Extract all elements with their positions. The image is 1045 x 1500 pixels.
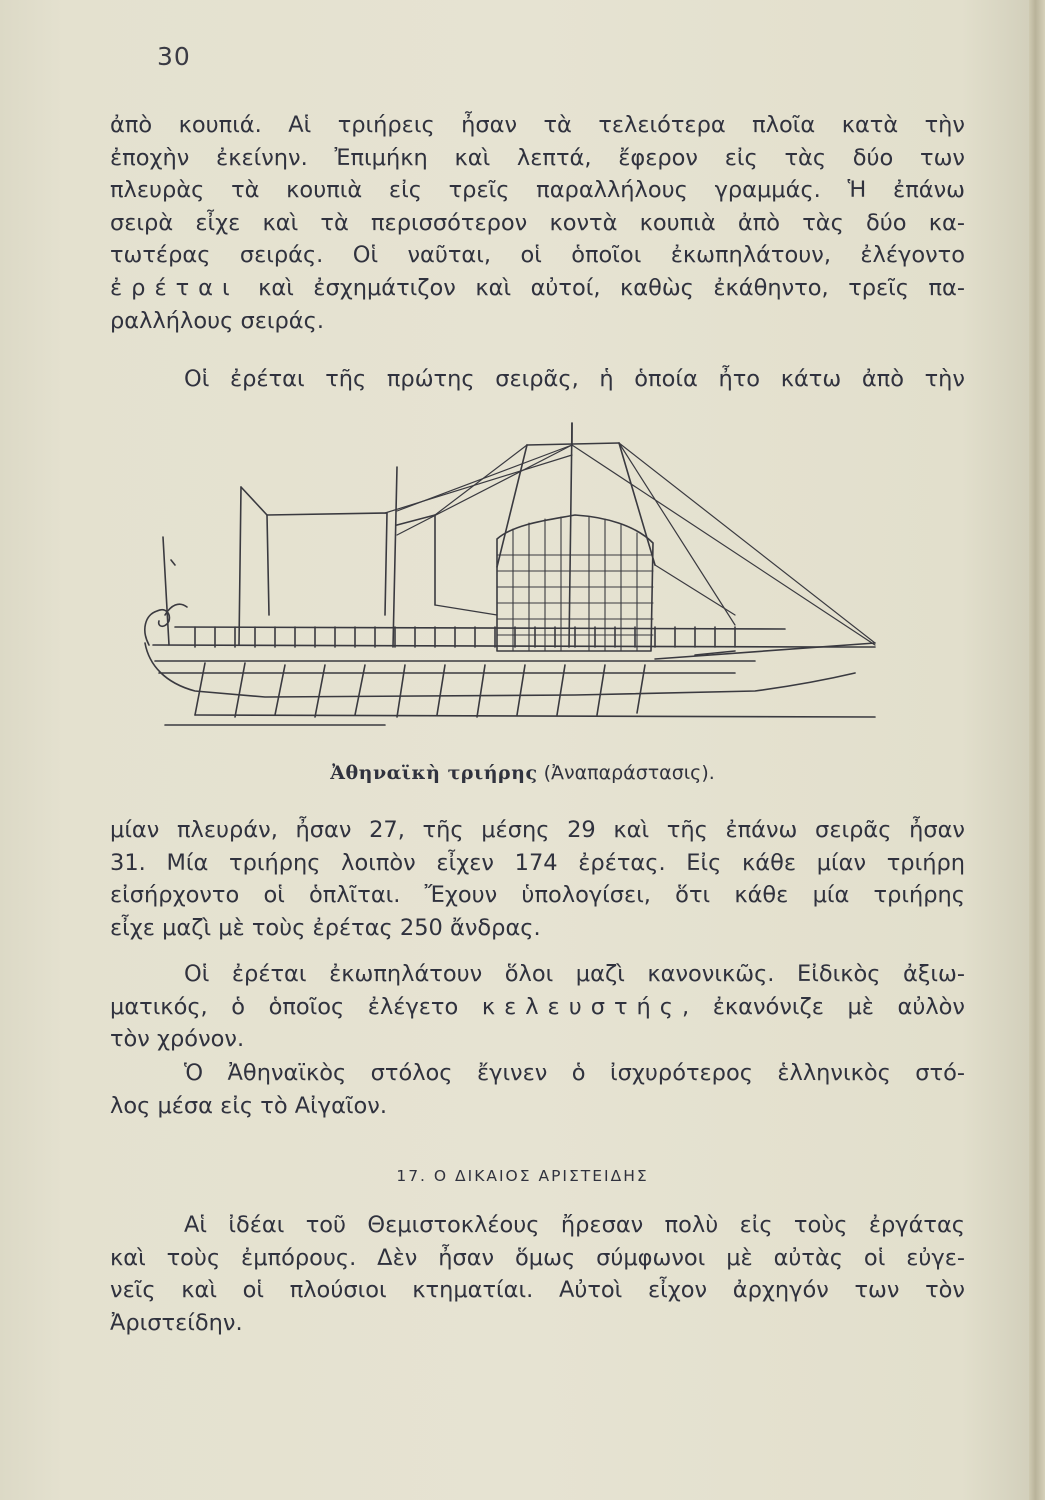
main-mast [569, 423, 572, 647]
text-line: λος μέσα εἰς τὸ Αἰγαῖον. [110, 1092, 388, 1119]
text-line: πλευρὰς τὰ κουπιὰ εἰς τρεῖς παραλλήλους γραμμάς. Ἡ ἐπάνω [110, 177, 965, 204]
bow-spar [655, 643, 875, 659]
figure-caption [0, 762, 1045, 784]
text-line: σειρὰ εἶχε καὶ τὰ περισσότερον κοντὰ κουπιὰ ἀπὸ τὰς δύο κα- [110, 209, 965, 236]
text-line: εἰσήρχοντο οἱ ὁπλῖται. Ἔχουν ὑπολογίσει, ὅτι κάθε μία τριήρης [110, 882, 965, 909]
text-fragment: ματικός, ὁ ὁποῖος ἐλέγετο [110, 993, 482, 1020]
hull-deck-line [153, 645, 875, 647]
text-line: μίαν πλευράν, ἦσαν 27, τῆς μέσης 29 καὶ τῆς ἐπάνω σειρᾶς ἦσαν [110, 817, 965, 843]
caption-title: Ἀθηναϊκὴ τριήρης [330, 762, 538, 784]
trireme-illustration [135, 415, 885, 745]
spaced-term: ἐρέται [110, 274, 239, 301]
text-line: Αἱ ἰδέαι τοῦ Θεμιστοκλέους ἤρεσαν πολὺ εἰς τοὺς ἐργάτας [184, 1212, 965, 1238]
text-line: ἐποχὴν ἐκείνην. Ἐπιμήκη καὶ λεπτά, ἔφερον εἰς τὰς δύο των [110, 144, 965, 171]
text-line: Ἀριστείδην. [110, 1309, 243, 1336]
text-line: Οἱ ἐρέται τῆς πρώτης σειρᾶς, ἡ ὁποία ἦτο κάτω ἀπὸ τὴν [184, 366, 965, 392]
text-line: ἀπὸ κουπιά. Αἱ τριήρεις ἦσαν τὰ τελειότερα πλοῖα κατὰ τὴν [110, 112, 965, 138]
text-line: Ὁ Ἀθηναϊκὸς στόλος ἔγινεν ὁ ἰσχυρότερος ἑλληνικὸς στό- [184, 1060, 965, 1086]
paragraph-triremes [110, 109, 965, 337]
caption-note: (Ἀναπαράστασις). [537, 762, 715, 784]
text-line: Οἱ ἐρέται ἐκωπηλάτουν ὅλοι μαζὶ κανονικῶς. Εἰδικὸς ἀξιω- [184, 961, 965, 987]
paragraph-athenian-fleet [110, 1057, 965, 1122]
aft-mast [239, 487, 241, 645]
deck-railing-posts [195, 627, 735, 647]
oars [195, 663, 645, 717]
text-line: τὸν χρόνον. [110, 1026, 245, 1053]
aft-sail [267, 513, 387, 615]
text-line: τωτέρας σειράς. Οἱ ναῦται, οἱ ὁποῖοι ἐκωπηλάτουν, ἐλέγοντο [110, 242, 965, 269]
text-line: εἶχε μαζὶ μὲ τοὺς ἐρέτας 250 ἄνδρας. [110, 914, 541, 941]
middle-mast [393, 467, 397, 647]
spaced-term: κελευστής [481, 993, 683, 1020]
text-line: καὶ τοὺς ἐμπόρους. Δὲν ἦσαν ὅμως σύμφωνοι μὲ αὐτὰς οἱ εὐγε- [110, 1244, 965, 1271]
paragraph-rowers-intro [110, 363, 965, 396]
rigging [385, 443, 875, 645]
section-heading: 17. Ο ΔΙΚΑΙΟΣ ΑΡΙΣΤΕΙΔΗΣ [396, 1167, 649, 1185]
text-line: 31. Μία τριήρης λοιπὸν εἶχεν 174 ἐρέτας. Εἰς κάθε μίαν τριήρη [110, 849, 965, 876]
paragraph-aristides [110, 1209, 965, 1339]
page-edge [1029, 0, 1045, 1500]
text-line: νεῖς καὶ οἱ πλούσιοι κτηματίαι. Αὐτοὶ εἶχον ἀρχηγόν των τὸν [110, 1277, 965, 1304]
text-fragment: , ἐκανόνιζε μὲ αὐλὸν [682, 993, 966, 1020]
text-line [110, 272, 965, 305]
paragraph-keleustes [110, 958, 965, 1056]
main-yard [527, 443, 619, 445]
paragraph-rower-counts [110, 814, 965, 944]
text-line: ραλλήλους σειράς. [110, 307, 324, 334]
text-line [110, 991, 965, 1024]
page-number: 30 [157, 42, 191, 71]
text-fragment: καὶ ἐσχημάτιζον καὶ αὐτοί, καθὼς ἐκάθηντο, τρεῖς πα- [238, 274, 965, 301]
